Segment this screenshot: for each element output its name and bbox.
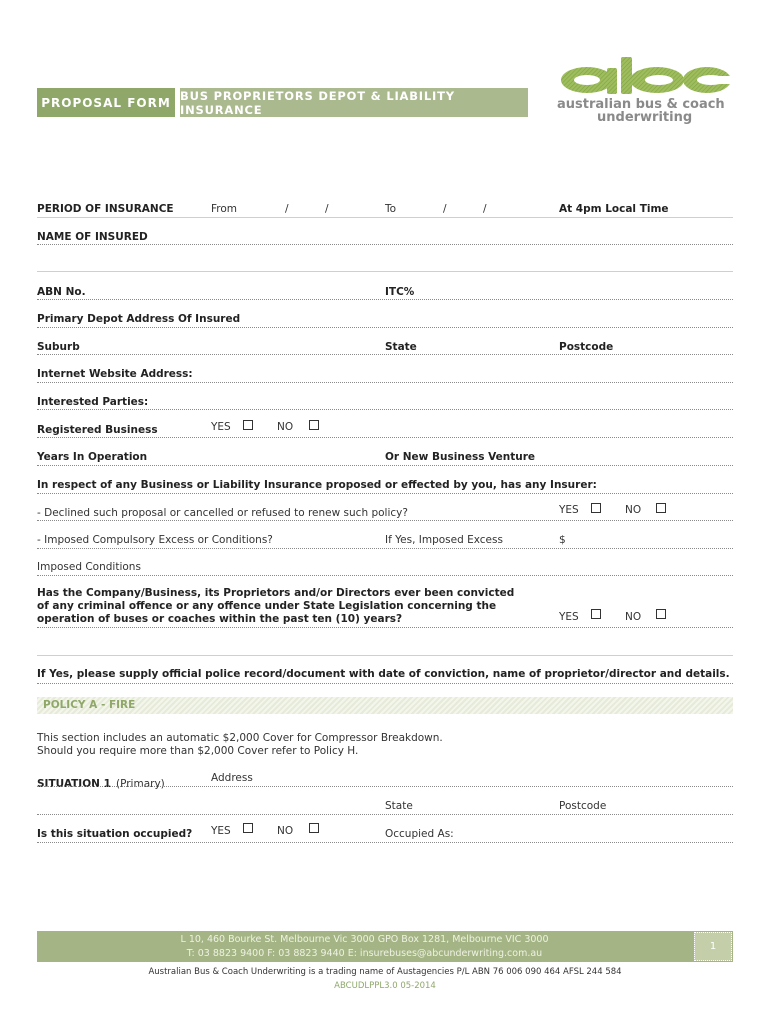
divider xyxy=(37,327,733,328)
from-slash-1: / xyxy=(285,203,289,215)
interested-parties-label[interactable]: Interested Parties: xyxy=(37,396,149,408)
insurer-question: In respect of any Business or Liability Insurance proposed or effected by you, has any Insurer: xyxy=(37,479,597,491)
registered-yes-checkbox[interactable] xyxy=(243,420,253,430)
divider xyxy=(37,493,733,494)
years-label[interactable]: Years In Operation xyxy=(37,451,148,463)
divider xyxy=(37,655,733,656)
divider xyxy=(37,437,733,438)
divider xyxy=(37,244,733,245)
form-code: ABCUDLPPL3.0 05-2014 xyxy=(334,981,436,991)
at-time-label: At 4pm Local Time xyxy=(559,203,669,215)
page-number: 1 xyxy=(694,932,732,961)
from-slash-2: / xyxy=(325,203,329,215)
to-label: To xyxy=(385,203,397,215)
to-slash-2: / xyxy=(483,203,487,215)
conviction-yes-checkbox[interactable] xyxy=(591,609,601,619)
footer-legal: Australian Bus & Coach Underwriting is a trading name of Austagencies P/L ABN 76 006 090 464 AFSL 244 584 xyxy=(148,967,622,977)
abc-logo xyxy=(557,54,733,96)
divider xyxy=(37,683,733,684)
form-label: PROPOSAL FORM xyxy=(37,88,175,117)
situation-state-label[interactable]: State xyxy=(385,800,413,812)
divider xyxy=(37,217,733,218)
conviction-no-checkbox[interactable] xyxy=(656,609,666,619)
divider xyxy=(37,409,733,410)
situation-label xyxy=(37,772,165,791)
occupied-yes-checkbox[interactable] xyxy=(243,823,253,833)
from-label: From xyxy=(211,203,238,215)
policy-a-header xyxy=(37,697,733,714)
brand-mark: abc xyxy=(557,54,559,55)
conviction-no-label: NO xyxy=(625,611,642,623)
conviction-line-3: operation of buses or coaches within the past ten (10) years? xyxy=(37,613,403,625)
registered-no-label: NO xyxy=(277,421,294,433)
brand-line-2: underwriting xyxy=(597,110,693,125)
divider xyxy=(37,814,733,815)
situation-postcode-label[interactable]: Postcode xyxy=(559,800,607,812)
situation-title: SITUATION 1 xyxy=(37,778,111,790)
conviction-line-1: Has the Company/Business, its Proprietors and/or Directors ever been convicted xyxy=(37,587,515,599)
name-insured-label[interactable]: NAME OF INSURED xyxy=(37,231,148,243)
divider xyxy=(37,382,733,383)
occupied-as-label[interactable]: Occupied As: xyxy=(385,828,454,840)
occupied-no-checkbox[interactable] xyxy=(309,823,319,833)
period-label: PERIOD OF INSURANCE xyxy=(37,203,174,215)
divider xyxy=(37,465,733,466)
divider xyxy=(37,786,733,787)
situation-primary: (Primary) xyxy=(115,778,165,790)
divider xyxy=(37,520,733,521)
registered-yes-label: YES xyxy=(211,421,231,433)
declined-yes-checkbox[interactable] xyxy=(591,503,601,513)
new-venture-label[interactable]: Or New Business Venture xyxy=(385,451,536,463)
registered-label: Registered Business xyxy=(37,424,158,436)
form-title: BUS PROPRIETORS DEPOT & LIABILITY INSURANCE xyxy=(180,88,528,117)
police-record-note: If Yes, please supply official police record/document with date of conviction, name of proprietor/director and details. xyxy=(37,668,730,680)
abn-label[interactable]: ABN No. xyxy=(37,286,86,298)
to-slash-1: / xyxy=(443,203,447,215)
divider xyxy=(37,842,733,843)
imposed-question: - Imposed Compulsory Excess or Conditions? xyxy=(37,534,273,546)
declined-no-label: NO xyxy=(625,504,642,516)
excess-dollar-field[interactable]: $ xyxy=(559,534,566,546)
policy-a-desc-1: This section includes an automatic $2,000 Cover for Compressor Breakdown. xyxy=(37,732,443,744)
declined-yes-label: YES xyxy=(559,504,579,516)
divider xyxy=(37,299,733,300)
registered-no-checkbox[interactable] xyxy=(309,420,319,430)
policy-a-desc-2: Should you require more than $2,000 Cover refer to Policy H. xyxy=(37,745,359,757)
footer-bar xyxy=(37,931,733,962)
conviction-yes-label: YES xyxy=(559,611,579,623)
imposed-excess-label: If Yes, Imposed Excess xyxy=(385,534,503,546)
situation-address-label[interactable]: Address xyxy=(211,772,253,784)
footer-address: L 10, 460 Bourke St. Melbourne Vic 3000 GPO Box 1281, Melbourne VIC 3000 xyxy=(180,934,549,945)
conviction-line-2: of any criminal offence or any offence under State Legislation concerning the xyxy=(37,600,497,612)
postcode-label[interactable]: Postcode xyxy=(559,341,614,353)
depot-address-label[interactable]: Primary Depot Address Of Insured xyxy=(37,313,241,325)
divider xyxy=(37,627,733,628)
occupied-question: Is this situation occupied? xyxy=(37,828,193,840)
declined-question: - Declined such proposal or cancelled or refused to renew such policy? xyxy=(37,507,408,519)
declined-no-checkbox[interactable] xyxy=(656,503,666,513)
brand-line-1: australian bus & coach xyxy=(557,97,725,112)
itc-label[interactable]: ITC% xyxy=(385,286,415,298)
occupied-yes-label: YES xyxy=(211,825,231,837)
divider xyxy=(37,548,733,549)
divider xyxy=(37,271,733,272)
policy-a-title: POLICY A - FIRE xyxy=(43,699,136,711)
imposed-conditions-label[interactable]: Imposed Conditions xyxy=(37,561,141,573)
divider xyxy=(37,575,733,576)
occupied-no-label: NO xyxy=(277,825,294,837)
state-label[interactable]: State xyxy=(385,341,417,353)
suburb-label[interactable]: Suburb xyxy=(37,341,80,353)
policy-a-description xyxy=(37,732,443,758)
website-label[interactable]: Internet Website Address: xyxy=(37,368,193,380)
conviction-question xyxy=(37,587,517,626)
divider xyxy=(37,354,733,355)
abc-logo-icon xyxy=(557,54,733,96)
footer-contact: T: 03 8823 9400 F: 03 8823 9440 E: insurebuses@abcunderwriting.com.au xyxy=(186,948,543,959)
